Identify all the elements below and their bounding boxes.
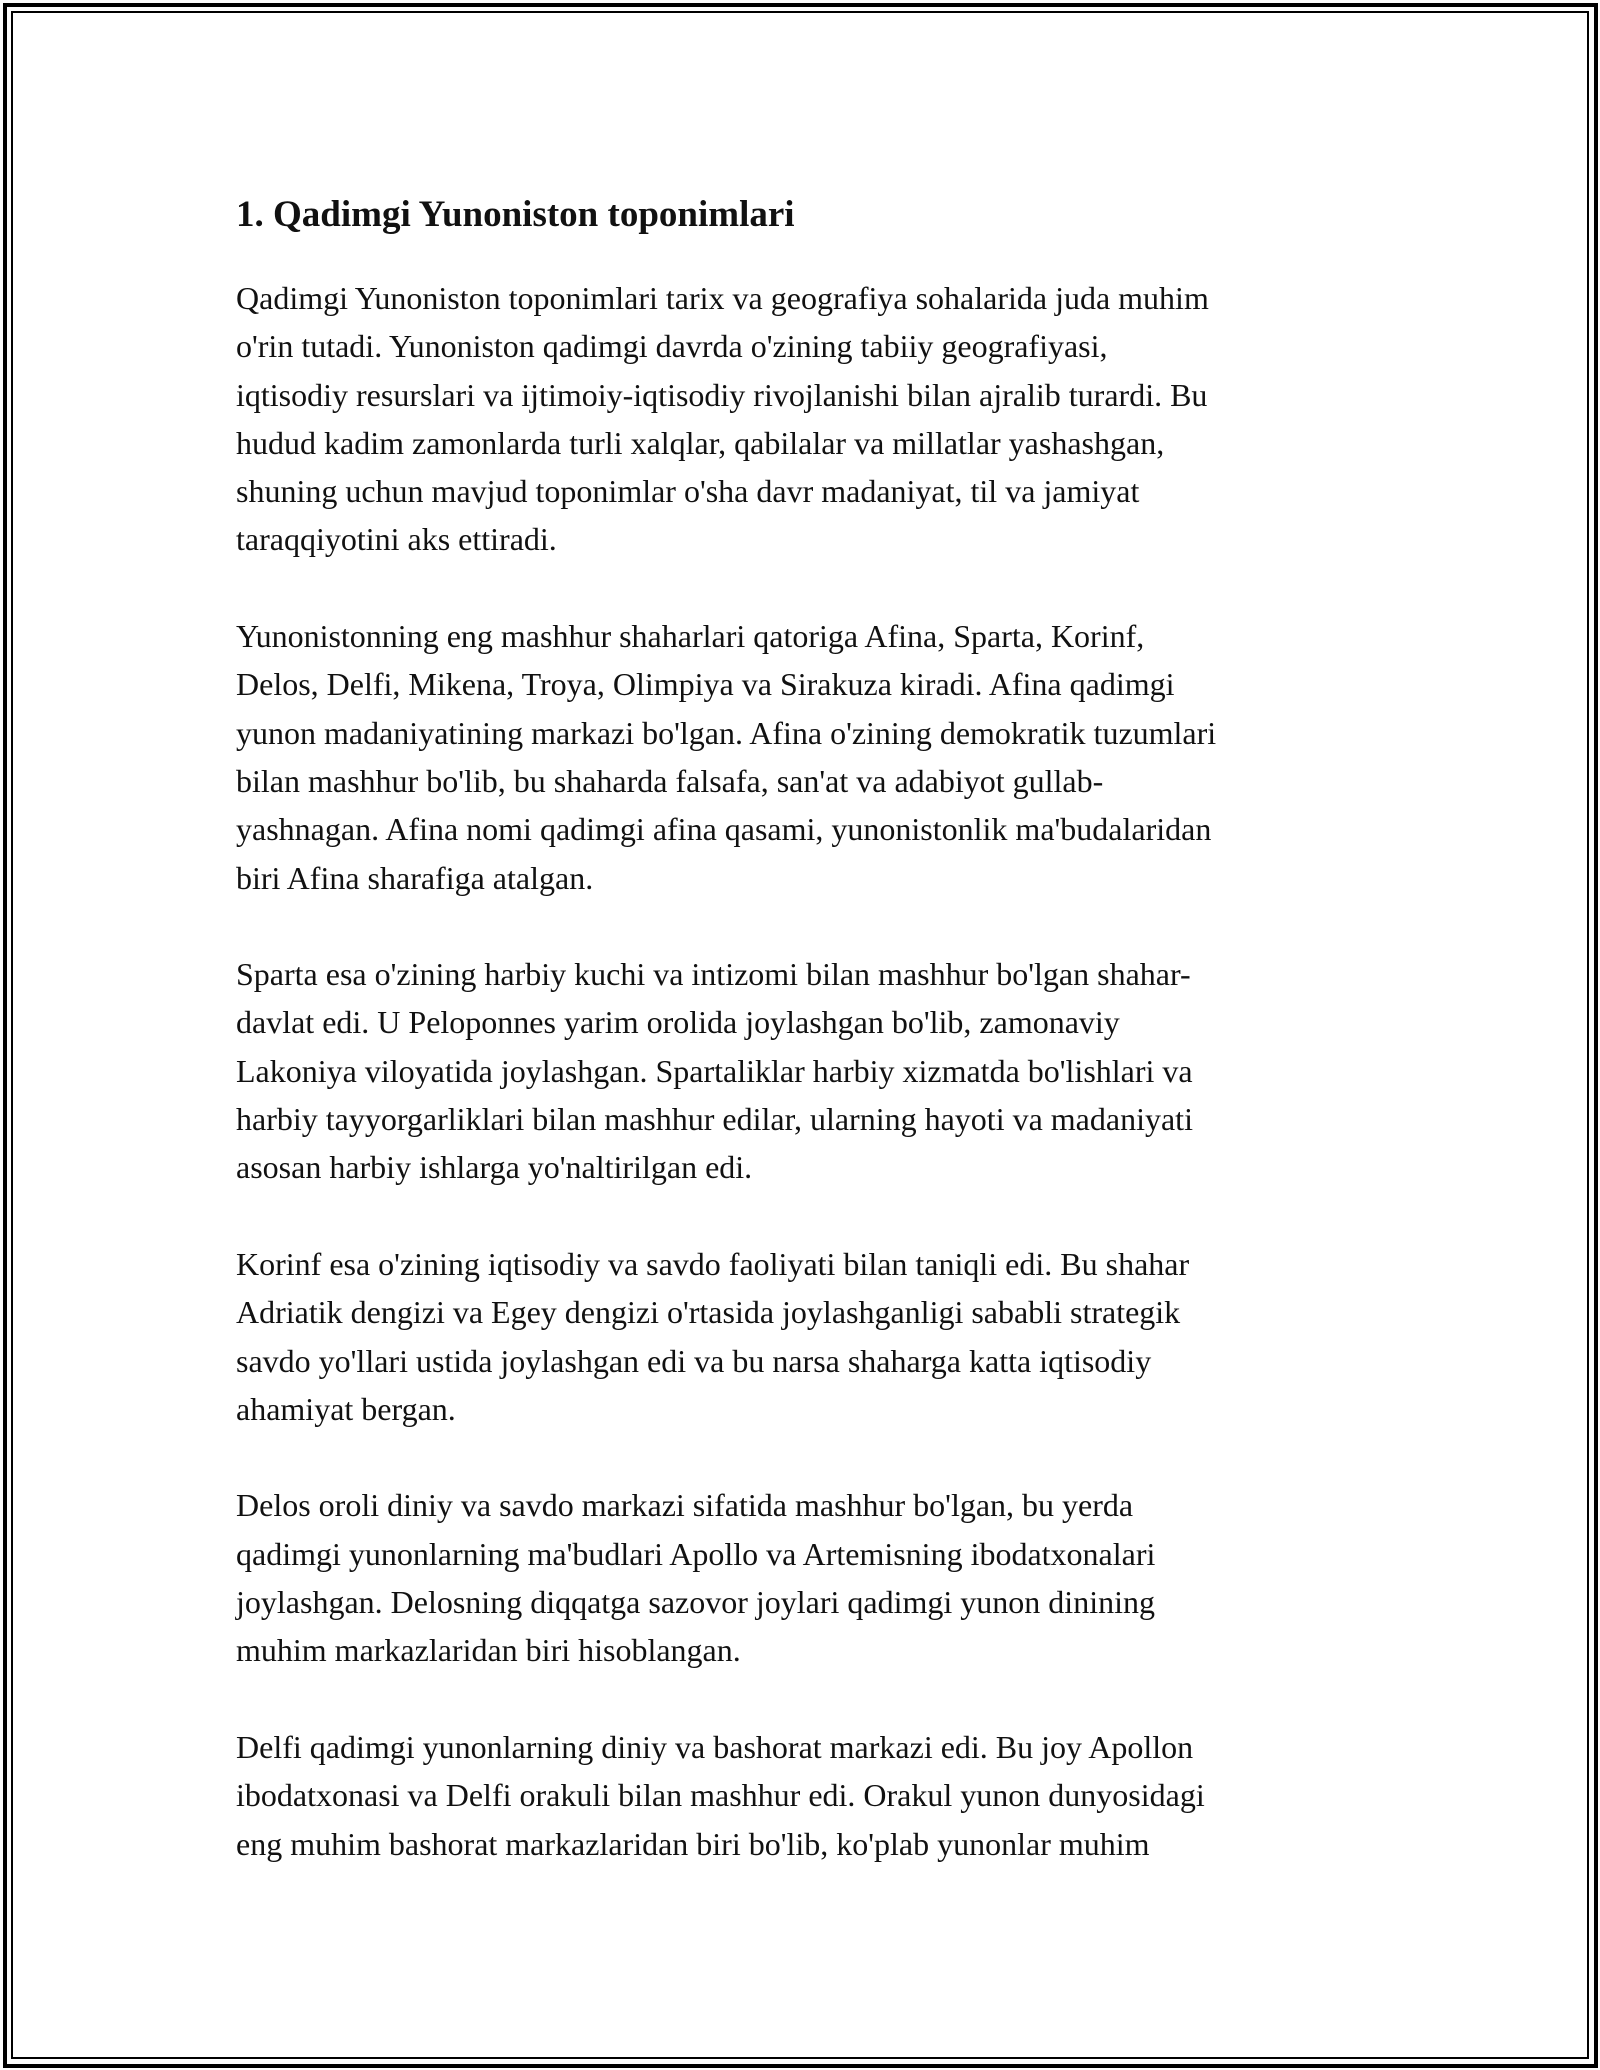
paragraph-line: joylashgan. Delosning diqqatga sazovor joylari qadimgi yunon dinining: [236, 1584, 1155, 1621]
paragraph-line: Delos oroli diniy va savdo markazi sifatida mashhur bo'lgan, bu yerda: [236, 1487, 1134, 1524]
paragraph-line: iqtisodiy resurslari va ijtimoiy-iqtisodiy rivojlanishi bilan ajralib turardi. Bu: [236, 376, 1208, 413]
section-heading: 1. Qadimgi Yunoniston toponimlari: [236, 194, 795, 235]
paragraph-line: asosan harbiy ishlarga yo'naltirilgan edi.: [236, 1149, 753, 1186]
paragraph-line: davlat edi. U Peloponnes yarim orolida joylashgan bo'lib, zamonaviy: [236, 1004, 1120, 1041]
paragraph-line: Delos, Delfi, Mikena, Troya, Olimpiya va Sirakuza kiradi. Afina qadimgi: [236, 666, 1175, 703]
paragraph-line: bilan mashhur bo'lib, bu shaharda falsafa, san'at va adabiyot gullab-: [236, 762, 1104, 799]
paragraph-line: Adriatik dengizi va Egey dengizi o'rtasida joylashganligi sababli strategik: [236, 1294, 1181, 1331]
paragraph: [236, 950, 1366, 1191]
document-body: [236, 188, 1366, 1868]
paragraph-line: savdo yo'llari ustida joylashgan edi va bu narsa shaharga katta iqtisodiy: [236, 1342, 1152, 1379]
paragraph-line: biri Afina sharafiga atalgan.: [236, 859, 594, 896]
paragraph-line: qadimgi yunonlarning ma'budlari Apollo va Artemisning ibodatxonalari: [236, 1535, 1156, 1572]
paragraph-line: taraqqiyotini aks ettiradi.: [236, 521, 557, 558]
paragraph-line: yunon madaniyatining markazi bo'lgan. Afina o'zining demokratik tuzumlari: [236, 714, 1217, 751]
paragraph: [236, 1481, 1366, 1674]
paragraph: [236, 1240, 1366, 1433]
paragraph-line: Sparta esa o'zining harbiy kuchi va intizomi bilan mashhur bo'lgan shahar-: [236, 956, 1191, 993]
paragraph-list: [236, 274, 1366, 1868]
paragraph-line: Yunonistonning eng mashhur shaharlari qatoriga Afina, Sparta, Korinf,: [236, 618, 1145, 655]
paragraph-line: harbiy tayyorgarliklari bilan mashhur edilar, ularning hayoti va madaniyati: [236, 1101, 1193, 1138]
paragraph: [236, 274, 1366, 564]
paragraph: [236, 1723, 1366, 1868]
paragraph-line: muhim markazlaridan biri hisoblangan.: [236, 1632, 741, 1669]
paragraph-line: yashnagan. Afina nomi qadimgi afina qasami, yunonistonlik ma'budalaridan: [236, 811, 1212, 848]
paragraph-line: eng muhim bashorat markazlaridan biri bo'lib, ko'plab yunonlar muhim: [236, 1825, 1150, 1862]
paragraph-line: Qadimgi Yunoniston toponimlari tarix va geografiya sohalarida juda muhim: [236, 280, 1209, 316]
paragraph-line: Lakoniya viloyatida joylashgan. Spartaliklar harbiy xizmatda bo'lishlari va: [236, 1052, 1193, 1089]
paragraph-line: o'rin tutadi. Yunoniston qadimgi davrda o'zining tabiiy geografiyasi,: [236, 328, 1108, 365]
paragraph-line: shuning uchun mavjud toponimlar o'sha davr madaniyat, til va jamiyat: [236, 473, 1140, 510]
paragraph-line: ibodatxonasi va Delfi orakuli bilan mashhur edi. Orakul yunon dunyosidagi: [236, 1777, 1205, 1814]
paragraph-line: Korinf esa o'zining iqtisodiy va savdo faoliyati bilan taniqli edi. Bu shahar: [236, 1245, 1190, 1282]
paragraph-line: ahamiyat bergan.: [236, 1390, 456, 1427]
paragraph-line: Delfi qadimgi yunonlarning diniy va bashorat markazi edi. Bu joy Apollon: [236, 1728, 1194, 1765]
paragraph: [236, 612, 1366, 902]
paragraph-line: hudud kadim zamonlarda turli xalqlar, qabilalar va millatlar yashashgan,: [236, 424, 1165, 461]
